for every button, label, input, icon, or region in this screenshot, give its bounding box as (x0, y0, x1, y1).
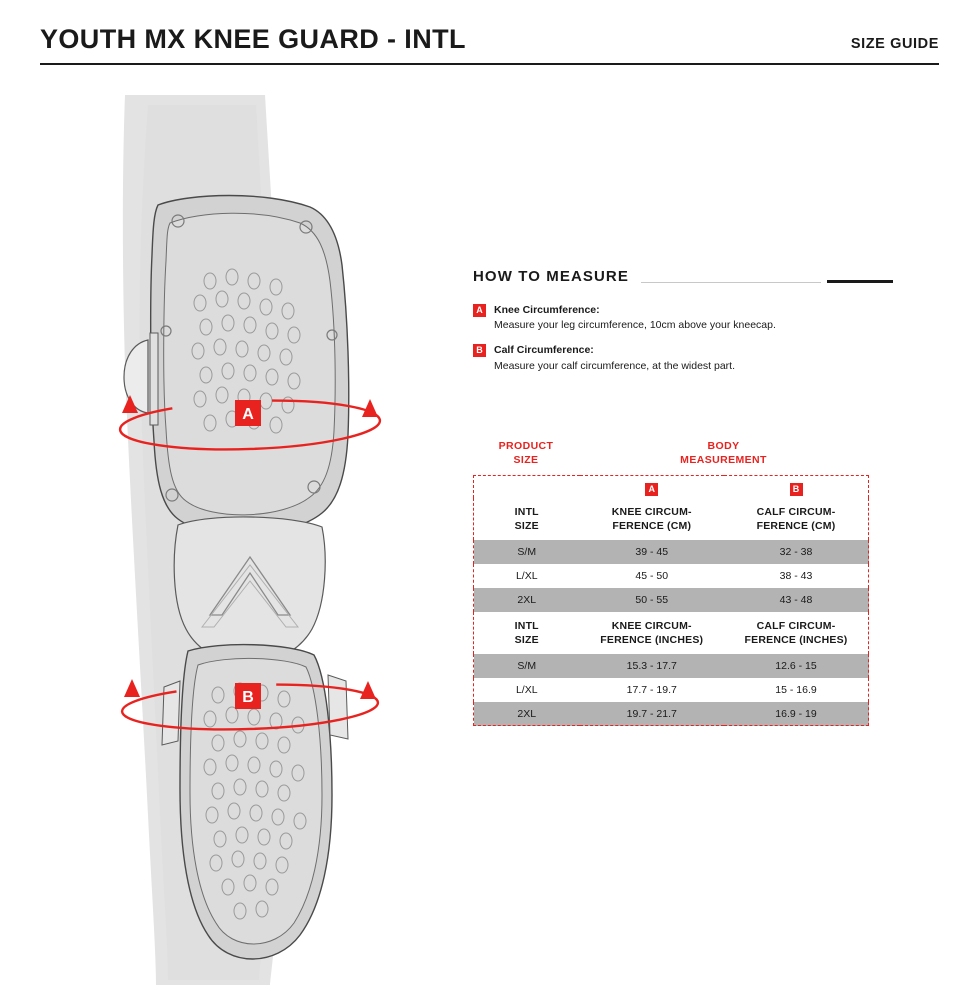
list-item (473, 303, 893, 333)
cell-calf: 12.6 - 15 (724, 654, 869, 678)
header-calf-inches: CALF CIRCUM- FERENCE (INCHES) (724, 612, 869, 654)
table-row (474, 564, 869, 588)
size-table-section (473, 440, 868, 726)
table-group-headers (473, 440, 868, 475)
cell-size: S/M (474, 540, 580, 564)
divider-thick (827, 280, 893, 283)
svg-text:B: B (242, 689, 254, 706)
cell-size: L/XL (474, 678, 580, 702)
cell-knee: 15.3 - 17.7 (580, 654, 725, 678)
badge-b-icon: B (790, 483, 803, 496)
header-knee-cm: KNEE CIRCUM- FERENCE (CM) (580, 498, 725, 540)
cell-knee: 17.7 - 19.7 (580, 678, 725, 702)
badge-a-icon: A (645, 483, 658, 496)
cell-knee: 39 - 45 (580, 540, 725, 564)
size-guide-label: SIZE GUIDE (850, 35, 939, 52)
cell-calf: 38 - 43 (724, 564, 869, 588)
how-to-measure-section (473, 268, 893, 384)
cell-size: 2XL (474, 702, 580, 726)
how-to-measure-title: HOW TO MEASURE (473, 268, 629, 285)
cell-calf: 43 - 48 (724, 588, 869, 612)
cell-size: 2XL (474, 588, 580, 612)
cell-calf: 15 - 16.9 (724, 678, 869, 702)
cell-knee: 19.7 - 21.7 (580, 702, 725, 726)
page-title: YOUTH MX KNEE GUARD - INTL (40, 24, 466, 54)
page-header (40, 26, 939, 65)
table-row (474, 540, 869, 564)
table-row (474, 702, 869, 726)
cell-calf: 16.9 - 19 (724, 702, 869, 726)
table-row (474, 654, 869, 678)
header-intl-size: INTL SIZE (474, 498, 580, 540)
knee-guard-illustration (60, 95, 440, 985)
group-header-product-size: PRODUCT SIZE (498, 440, 554, 466)
cell-knee: 45 - 50 (580, 564, 725, 588)
cell-calf: 32 - 38 (724, 540, 869, 564)
cell-size: S/M (474, 654, 580, 678)
measure-label-calf: Calf Circumference: (494, 344, 594, 357)
table-header-row-inches (474, 612, 869, 654)
svg-text:A: A (242, 406, 254, 423)
badge-b-icon: B (473, 344, 486, 357)
measure-desc-calf: Measure your calf circumference, at the widest part. (494, 359, 736, 372)
table-row (474, 588, 869, 612)
measure-label-knee: Knee Circumference: (494, 304, 600, 316)
badge-a-icon: A (473, 304, 486, 317)
header-intl-size: INTL SIZE (474, 612, 580, 654)
group-header-body-measurement: BODY MEASUREMENT (680, 440, 767, 466)
divider-thin (641, 282, 821, 283)
table-row (474, 678, 869, 702)
header-calf-cm: CALF CIRCUM- FERENCE (CM) (724, 498, 869, 540)
header-knee-inches: KNEE CIRCUM- FERENCE (INCHES) (580, 612, 725, 654)
measure-instructions-list (473, 303, 893, 374)
list-item (473, 343, 893, 373)
how-to-measure-header (473, 268, 893, 285)
measure-desc-knee: Measure your leg circumference, 10cm above your kneecap. (494, 319, 776, 332)
table-header-row-cm (474, 498, 869, 540)
table-row-column-badges (474, 476, 869, 498)
cell-size: L/XL (474, 564, 580, 588)
cell-knee: 50 - 55 (580, 588, 725, 612)
size-table (473, 475, 869, 726)
